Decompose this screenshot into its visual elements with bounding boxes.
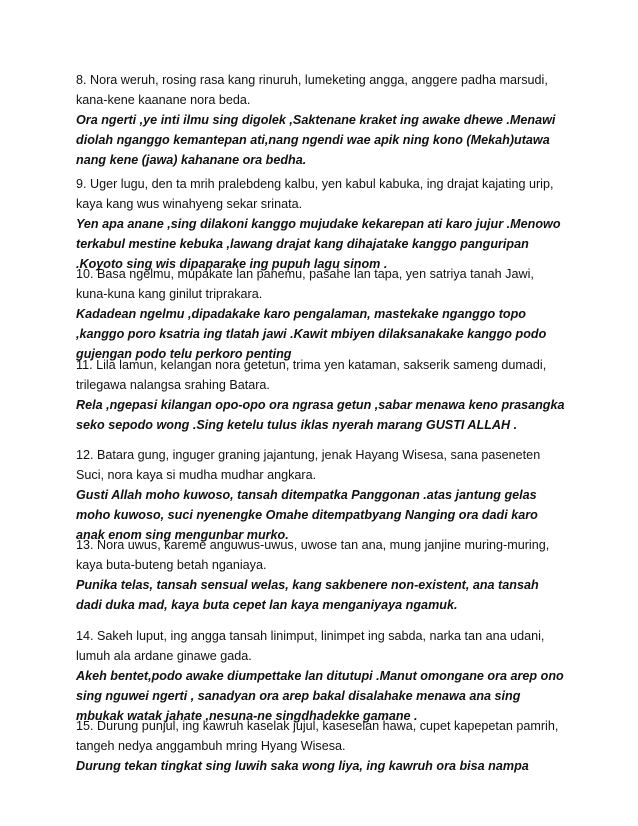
- stanza-javanese-text: 11. Lila lamun, kelangan nora getetun, trima yen kataman, sakserik sameng dumadi, trilegawa nalangsa srahing Batara.: [76, 358, 547, 392]
- stanza-translation-text: Akeh bentet,podo awake diumpettake lan ditutupi .Manut omongane ora arep ono sing nguwei ngerti , sanadyan ora arep bakal disalahake menawa ana sing mbukak watak jahate ,nesuna-ne singdhadekke gamane .: [76, 669, 564, 723]
- stanza-14: [76, 627, 576, 726]
- stanza-javanese-text: 8. Nora weruh, rosing rasa kang rinuruh, lumeketing angga, anggere padha marsudi, kana-kene kaanane nora beda.: [76, 73, 548, 107]
- stanza-translation-text: Kadadean ngelmu ,dipadakake karo pengalaman, mastekake nganggo topo ,kanggo poro ksatria ing tlatah jawi .Kawit mbiyen dilaksanakake kanggo podo gujengan podo telu perkoro penting: [76, 307, 547, 361]
- stanza-11: [76, 356, 576, 435]
- stanza-12: [76, 446, 576, 545]
- stanza-javanese-text: 14. Sakeh luput, ing angga tansah linimput, linimpet ing sabda, narka tan ana udani, lumuh ala ardane ginawe gada.: [76, 629, 545, 663]
- stanza-13: [76, 536, 576, 615]
- stanza-translation-text: Gusti Allah moho kuwoso, tansah ditempatka Panggonan .atas jantung gelas moho kuwoso, suci nyenengke Omahe ditempatbyang Nanging ora dadi karo anak enom sing mengunbar murko.: [76, 488, 538, 542]
- stanza-javanese-text: 12. Batara gung, inguger graning jajantung, jenak Hayang Wisesa, sana paseneten Suci, nora kaya si mudha mudhar angkara.: [76, 448, 541, 482]
- stanza-9: [76, 175, 576, 274]
- stanza-translation-text: Punika telas, tansah sensual welas, kang sakbenere non-existent, ana tansah dadi duka mad, kaya buta cepet lan kaya menganiyaya ngamuk.: [76, 578, 539, 612]
- stanza-8: [76, 71, 576, 170]
- stanza-translation-text: Yen apa anane ,sing dilakoni kanggo mujudake kekarepan ati karo jujur .Menowo terkabul mestine kebuka ,lawang drajat kang dihajatake kanggo panguripan .Koyoto sing wis dipaparake ing pupuh lagu sinom .: [76, 217, 561, 271]
- stanza-javanese-text: 10. Basa ngelmu, mupakate lan panemu, pasahe lan tapa, yen satriya tanah Jawi, kuna-kuna kang ginilut triprakara.: [76, 267, 534, 301]
- stanza-javanese-text: 9. Uger lugu, den ta mrih pralebdeng kalbu, yen kabul kabuka, ing drajat kajating urip, kaya kang wus winahyeng sekar srinata.: [76, 177, 554, 211]
- stanza-translation-text: Ora ngerti ,ye inti ilmu sing digolek ,Saktenane kraket ing awake dhewe .Menawi diolah nganggo kemantepan ati,nang ngendi wae apik ning kono (Mekah)utawa nang kene (jawa) kahanane ora bedha.: [76, 113, 556, 167]
- stanza-15: [76, 717, 576, 776]
- stanza-javanese-text: 13. Nora uwus, kareme anguwus-uwus, uwose tan ana, mung janjine muring-muring, kaya buta-buteng betah nganiaya.: [76, 538, 550, 572]
- stanza-10: [76, 265, 576, 364]
- stanza-translation-text: Durung tekan tingkat sing luwih saka wong liya, ing kawruh ora bisa nampa: [76, 759, 529, 773]
- stanza-javanese-text: 15. Durung punjul, ing kawruh kaselak jujul, kaseselan hawa, cupet kapepetan pamrih, tangeh nedya anggambuh mring Hyang Wisesa.: [76, 719, 559, 753]
- stanza-translation-text: Rela ,ngepasi kilangan opo-opo ora ngrasa getun ,sabar menawa keno prasangka seko sepodo wong .Sing ketelu tulus iklas nyerah marang GUSTI ALLAH .: [76, 398, 565, 432]
